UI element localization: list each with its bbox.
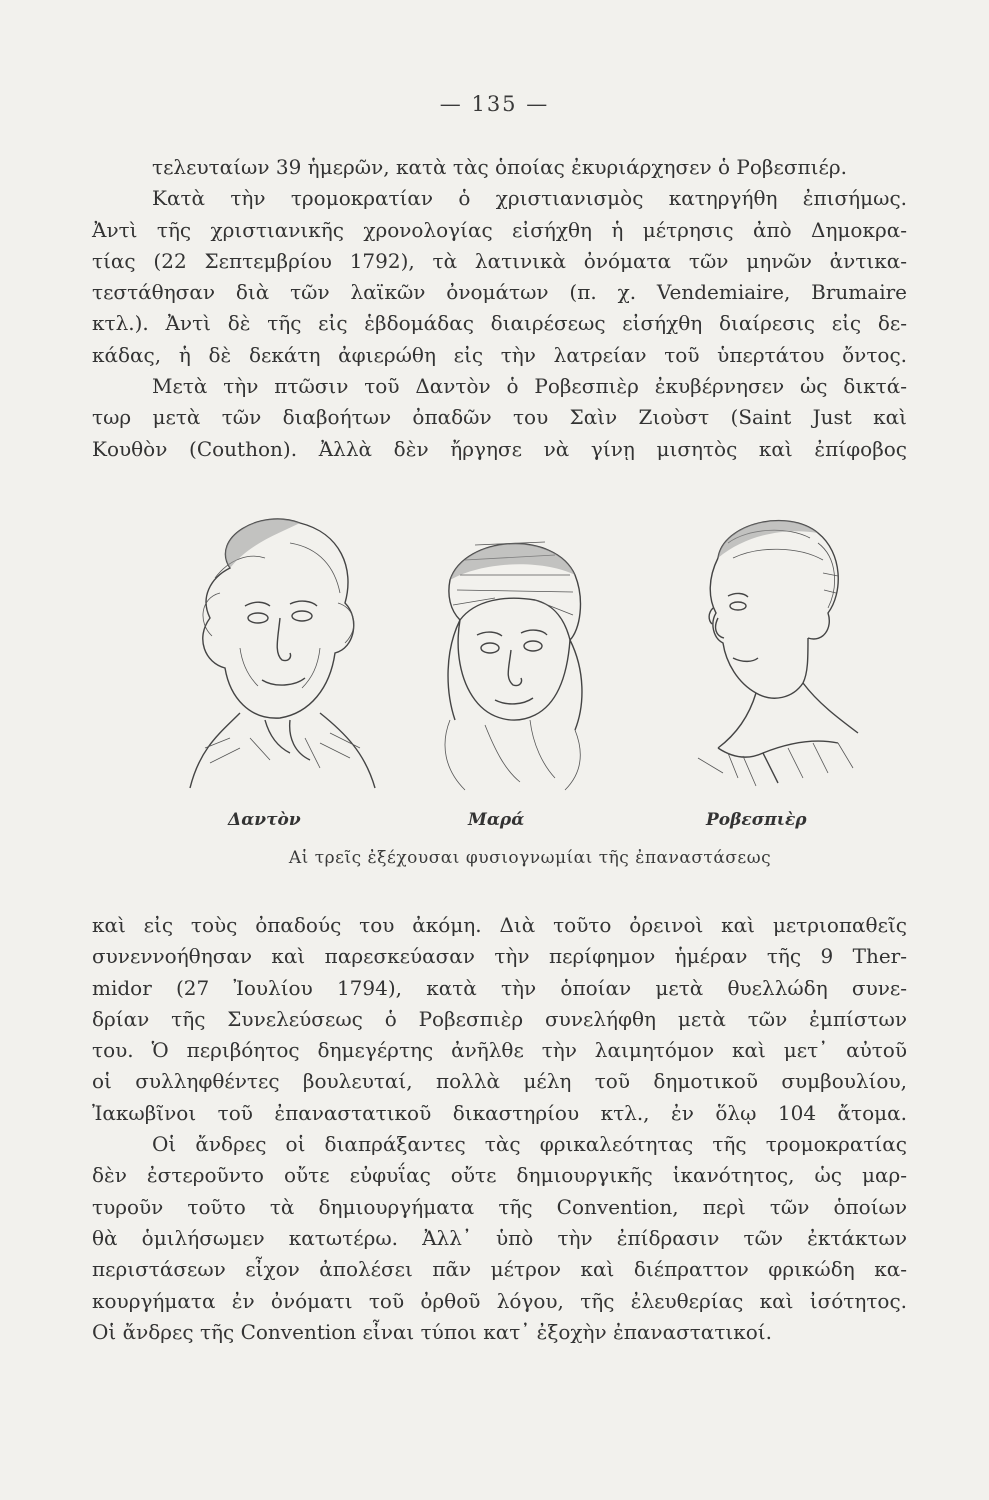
text-line: τελευταίων 39 ἡμερῶν, κατὰ τὰς ὁποίας ἐκυριάρχησεν ὁ Ροβεσπιέρ. xyxy=(152,155,847,179)
text-line: τίας (22 Σεπτεμβρίου 1792), τὰ λατινικὰ ὀνόματα τῶν μηνῶν ἀντικα- xyxy=(92,248,907,273)
text-line: συνεννοήθησαν καὶ παρεσκεύασαν τὴν περίφημον ἡμέραν τῆς 9 Ther- xyxy=(92,944,907,969)
text-line: Οἱ ἄνδρες οἱ διαπράξαντες τὰς φρικαλεότητας τῆς τρομοκρατίας xyxy=(152,1132,907,1157)
robespierre-name-label: Ροβεσπιὲρ xyxy=(706,810,807,830)
marat-portrait xyxy=(405,520,605,800)
marat-name-label: Μαρά xyxy=(468,810,525,830)
text-line: Κουθὸν (Couthon). Ἀλλὰ δὲν ἤργησε νὰ γίνῃ μισητὸς καὶ ἐπίφοβος xyxy=(92,436,907,461)
text-line: κτλ.). Ἀντὶ δὲ τῆς εἰς ἑβδομάδας διαιρέσεως εἰσήχθη διαίρεσις εἰς δε- xyxy=(92,311,907,336)
text-line: καὶ εἰς τοὺς ὀπαδούς του ἀκόμη. Διὰ τοῦτο ὀρεινοὶ καὶ μετριοπαθεῖς xyxy=(92,913,907,937)
danton-name-label: Δαντὸν xyxy=(228,810,301,830)
text-line: Μετὰ τὴν πτῶσιν τοῦ Δαντὸν ὁ Ροβεσπιὲρ ἐκυβέρνησεν ὡς δικτά- xyxy=(152,374,907,399)
page-number: — 135 — xyxy=(439,92,550,116)
text-line: περιστάσεων εἶχον ἀπολέσει πᾶν μέτρον καὶ διέπραττον φρικώδη κα- xyxy=(92,1257,907,1282)
text-line: κάδας, ἡ δὲ δεκάτη ἀφιερώθη εἰς τὴν λατρείαν τοῦ ὑπερτάτου ὄντος. xyxy=(92,342,907,367)
text-line: κουργήματα ἐν ὀνόματι τοῦ ὀρθοῦ λόγου, τῆς ἐλευθερίας καὶ ἰσότητος. xyxy=(92,1288,907,1313)
text-line: δὲν ἐστεροῦντο οὔτε εὐφυΐας οὔτε δημιουργικῆς ἱκανότητος, ὡς μαρ- xyxy=(92,1163,907,1188)
text-line: τυροῦν τοῦτο τὰ δημιουργήματα τῆς Convention, περὶ τῶν ὁποίων xyxy=(92,1194,907,1219)
text-line: τεστάθησαν διὰ τῶν λαϊκῶν ὀνομάτων (π. χ. Vendemiaire, Brumaire xyxy=(92,280,907,305)
figure-caption: Αἱ τρεῖς ἐξέχουσαι φυσιογνωμίαι τῆς ἐπαναστάσεως xyxy=(288,848,772,868)
text-line: του. Ὁ περιβόητος δημεγέρτης ἀνῆλθε τὴν λαιμητόμον καὶ μετ᾽ αὐτοῦ xyxy=(92,1038,907,1063)
robespierre-portrait xyxy=(638,498,878,798)
danton-portrait xyxy=(170,498,380,798)
text-line: Ἰακωβῖνοι τοῦ ἐπαναστατικοῦ δικαστηρίου κτλ., ἐν ὅλῳ 104 ἄτομα. xyxy=(92,1100,907,1125)
text-line: τωρ μετὰ τῶν διαβοήτων ὀπαδῶν του Σαὶν Ζιοὺστ (Saint Just καὶ xyxy=(92,405,907,430)
text-line: δρίαν τῆς Συνελεύσεως ὁ Ροβεσπιὲρ συνελήφθη μετὰ τῶν ἐμπίστων xyxy=(92,1006,907,1031)
text-line: Κατὰ τὴν τρομοκρατίαν ὁ χριστιανισμὸς κατηργήθη ἐπισήμως. xyxy=(152,186,907,211)
top-text-block xyxy=(92,152,907,465)
bottom-text-block xyxy=(92,910,907,1348)
text-line: midor (27 Ἰουλίου 1794), κατὰ τὴν ὁποίαν μετὰ θυελλώδη συνε- xyxy=(92,975,907,1000)
text-line: Οἱ ἄνδρες τῆς Convention εἶναι τύποι κατ᾽ ἐξοχὴν ἐπαναστατικοί. xyxy=(92,1319,772,1344)
text-line: Ἀντὶ τῆς χριστιανικῆς χρονολογίας εἰσήχθη ἡ μέτρησις ἀπὸ Δημοκρα- xyxy=(92,217,907,242)
text-line: θὰ ὁμιλήσωμεν κατωτέρω. Ἀλλ᾽ ὑπὸ τὴν ἐπίδρασιν τῶν ἐκτάκτων xyxy=(92,1225,907,1250)
portraits-figure xyxy=(150,498,910,883)
text-line: οἱ συλληφθέντες βουλευταί, πολλὰ μέλη τοῦ δημοτικοῦ συμβουλίου, xyxy=(92,1069,907,1094)
